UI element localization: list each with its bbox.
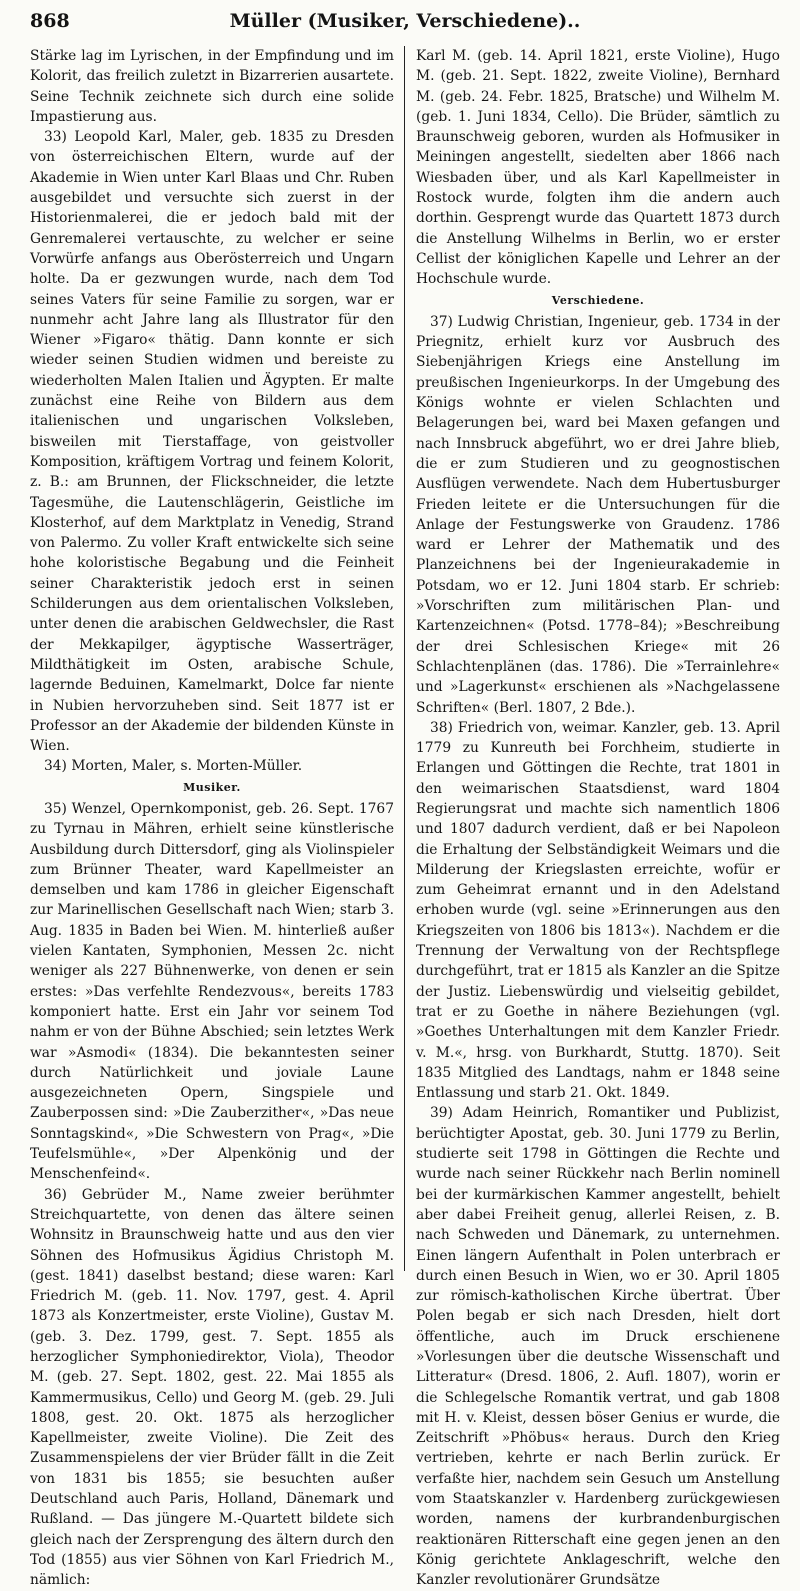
column-divider bbox=[404, 46, 405, 1271]
entry-39-adam-heinrich: 39) Adam Heinrich, Romantiker und Publizist, berüchtigter Apostat, geb. 30. Juni 1779 zu Berlin, studierte seit 1798 in Göttingen die Rechte und wurde nach seiner Rückkehr nach Berlin nominell bei der kurmärkischen Kammer angestellt, behielt aber dabei Freiheit genug, allerlei Reisen, z. B. nach Schweden und Dänemark, zu unternehmen. Einen längern Aufenthalt in Polen unterbrach er durch einen Besuch in Wien, wo er 30. April 1805 zur römisch-katholischen Kirche übertrat. Über Polen begab er sich nach Dresden, hielt dort öffentliche, auch im Druck erschienene »Vorlesungen über die deutsche Wissenschaft und Litteratur« (Dresd. 1806, 2. Aufl. 1807), worin er die Schlegelsche Romantik vertrat, und gab 1808 mit H. v. Kleist, dessen böser Genius er wurde, die Zeitschrift »Phöbus« heraus. Durch den Krieg vertrieben, kehrte er nach Berlin zurück. Er verfaßte hier, nachdem sein Gesuch um Anstellung vom Staatskanzler v. Hardenberg zurückgewiesen worden, namens der kurbrandenburgischen reaktionären Ritterschaft eine gegen jenen an den König gerichtete Anklageschrift, welche den Kanzler revolutionärer Grundsätze bbox=[416, 1105, 780, 1589]
two-column-body bbox=[30, 46, 780, 1589]
entry-33-leopold-karl: 33) Leopold Karl, Maler, geb. 1835 zu Dresden von österreichischen Eltern, wurde auf der Akademie in Wien unter Karl Blaas und Chr. Ruben ausgebildet und versuchte sich zuerst in der Historienmalerei, die er jedoch bald mit der Genremalerei vertauschte, zu welcher er seine Vorwürfe anfangs aus Oberösterreich und Ungarn holte. Da er gezwungen wurde, nach dem Tod seines Vaters für seine Familie zu sorgen, war er nunmehr acht Jahre lang als Illustrator für den Wiener »Figaro« thätig. Dann konnte er sich wieder seinen Studien widmen und bereiste zu wiederholten Malen Italien und Ägypten. Er malte zunächst eine Reihe von Bildern aus dem italienischen und ungarischen Volksleben, bisweilen mit Tierstaffage, von geistvoller Komposition, kräftigem Vortrag und feinem Kolorit, z. B.: am Brunnen, der Flickschneider, die letzte Tagesmühe, die Lautenschlägerin, Geistliche im Klosterhof, auf dem Marktplatz in Venedig, Strand von Palermo. Zu voller Kraft entwickelte sich seine hohe koloristische Begabung und die Feinheit seiner Charakteristik jedoch erst in seinen Schilderungen aus dem orientalischen Volksleben, unter denen die arabischen Geldwechsler, die Rast der Mekkapilger, ägyptische Wasserträger, Mildthätigkeit im Osten, arabische Schule, lagernde Beduinen, Kamelmarkt, Dolce far niente in Nubien hervorzuheben sind. Seit 1877 ist er Professor an der Akademie der bildenden Künste in Wien. bbox=[30, 129, 394, 755]
entry-36-gebrueder: 36) Gebrüder M., Name zweier berühmter Streichquartette, von denen das ältere seinen Wohnsitz in Braunschweig hatte und aus den vier Söhnen des Hofmusikus Ägidius Christoph M. (gest. 1841) daselbst bestand; diese waren: Karl Friedrich M. (geb. 11. Nov. 1797, gest. 4. April 1873 als Konzertmeister, erste Violine), Gustav M. (geb. 3. Dez. 1799, gest. 7. Sept. 1855 als herzoglicher Symphoniedirektor, Viola), Theodor M. (geb. 27. Sept. 1802, gest. 22. Mai 1855 als Kammermusikus, Cello) und Georg M. (geb. 29. Juli 1808, gest. 20. Okt. 1875 als herzoglicher Kapellmeister, zweite Violine). Die Zeit des Zusammenspielens der vier Brüder fällt in die Zeit von 1831 bis 1855; sie besuchten außer Deutschland auch Paris, Holland, Dänemark und Rußland. — Das jüngere M.-Quartett bildete sich gleich nach der Zersprengung des ältern durch den Tod (1855) aus vier Söhnen von Karl Friedrich M., nämlich: bbox=[30, 1186, 394, 1589]
page-number: 868 bbox=[30, 10, 70, 32]
entry-37-ludwig-christian: 37) Ludwig Christian, Ingenieur, geb. 1734 in der Priegnitz, erhielt kurz vor Ausbruch des Siebenjährigen Kriegs eine Anstellung im preußischen Ingenieurkorps. In der Umgebung des Königs wohnte er vielen Schlachten und Belagerungen bei, ward bei Maxen gefangen und nach Innsbruck abgeführt, wo er drei Jahre blieb, die er zum Studieren und zu geognostischen Ausflügen verwendete. Nach dem Hubertusburger Frieden leitete er die Untersuchungen für die Anlage der Festungswerke von Graudenz. 1786 ward er Lehrer der Mathematik und des Planzeichnens bei der Ingenieurakademie in Potsdam, wo er 12. Juni 1804 starb. Er schrieb: »Vorschriften zum militärischen Plan- und Kartenzeichnen« (Potsd. 1778–84); »Beschreibung der drei Schlesischen Kriege« mit 26 Schlachtenplänen (das. 1786). Die »Terrainlehre« und »Lagerkunst« erschienen als »Nachgelassene Schriften« (Berl. 1807, 2 Bde.). bbox=[416, 313, 780, 716]
entry-35-wenzel: 35) Wenzel, Opernkomponist, geb. 26. Sept. 1767 zu Tyrnau in Mähren, erhielt seine künstlerische Ausbildung durch Dittersdorf, ging als Violinspieler zum Brünner Theater, ward Kapellmeister an demselben und kam 1786 in gleicher Eigenschaft zur Marinellischen Gesellschaft nach Wien; starb 3. Aug. 1835 in Baden bei Wien. M. hinterließ außer vielen Kantaten, Symphonien, Messen 2c. nicht weniger als 227 Bühnenwerke, von denen er sein erstes: »Das verfehlte Rendezvous«, bereits 1783 komponiert hatte. Erst ein Jahr vor seinem Tod nahm er von der Bühne Abschied; sein letztes Werk war »Asmodi« (1834). Die bekanntesten seiner durch Natürlichkeit und joviale Laune ausgezeichneten Opern, Singspiele und Zauberpossen sind: »Die Zauberzither«, »Das neue Sonntagskind«, »Die Schwestern von Prag«, »Die Teufelsmühle«, »Der Alpenkönig und der Menschenfeind«. bbox=[30, 800, 394, 1183]
page-header bbox=[30, 10, 780, 46]
section-heading-verschiedene: Verschiedene. bbox=[551, 293, 645, 307]
entry-continuation: Stärke lag im Lyrischen, in der Empfindung und im Kolorit, das freilich zuletzt in Bizarrerien ausartete. Seine Technik zeichnete sich durch eine solide Impastierung aus. bbox=[30, 48, 394, 125]
entry-36-continuation: Karl M. (geb. 14. April 1821, erste Violine), Hugo M. (geb. 21. Sept. 1822, zweite Violine), Bernhard M. (geb. 24. Febr. 1825, Bratsche) und Wilhelm M. (geb. 1. Juni 1834, Cello). Die Brüder, sämtlich zu Braunschweig geboren, wurden als Hofmusiker in Meiningen angestellt, siedelten aber 1866 nach Wiesbaden über, und als Karl Kapellmeister in Rostock wurde, folgten ihm die andern auch dorthin. Gesprengt wurde das Quartett 1873 durch die Anstellung Wilhelms in Berlin, wo er erster Cellist der königlichen Kapelle und Lehrer an der Hochschule wurde. bbox=[416, 48, 780, 288]
section-heading-musiker: Musiker. bbox=[183, 780, 241, 794]
entry-34-morten: 34) Morten, Maler, s. Morten-Müller. bbox=[44, 758, 303, 775]
running-title: Müller (Musiker, Verschiedene).. bbox=[229, 10, 581, 32]
dictionary-page bbox=[30, 10, 780, 1589]
left-column bbox=[30, 46, 394, 1591]
entry-38-friedrich: 38) Friedrich von, weimar. Kanzler, geb. 13. April 1779 zu Kunreuth bei Forchheim, studierte in Erlangen und Göttingen die Rechte, trat 1801 in den weimarischen Staatsdienst, ward 1804 Regierungsrat und machte sich namentlich 1806 und 1807 dadurch verdient, daß er bei Napoleon die Erhaltung der Selbständigkeit Weimars und die Milderung der Kriegslasten erreichte, wofür er zum Geheimrat ernannt und in den Adelstand erhoben wurde (vgl. seine »Erinnerungen aus den Kriegszeiten von 1806 bis 1813«). Nachdem er die Trennung der Verwaltung von der Rechtspflege durchgeführt, trat er 1815 als Kanzler an die Spitze der Justiz. Liebenswürdig und vielseitig gebildet, trat er zu Goethe in nähere Beziehungen (vgl. »Goethes Unterhaltungen mit dem Kanzler Friedr. v. M.«, hrsg. von Burkhardt, Stuttg. 1870). Seit 1835 Mitglied des Landtags, nahm er 1848 seine Entlassung und starb 21. Okt. 1849. bbox=[416, 719, 780, 1102]
right-column bbox=[416, 46, 780, 1591]
